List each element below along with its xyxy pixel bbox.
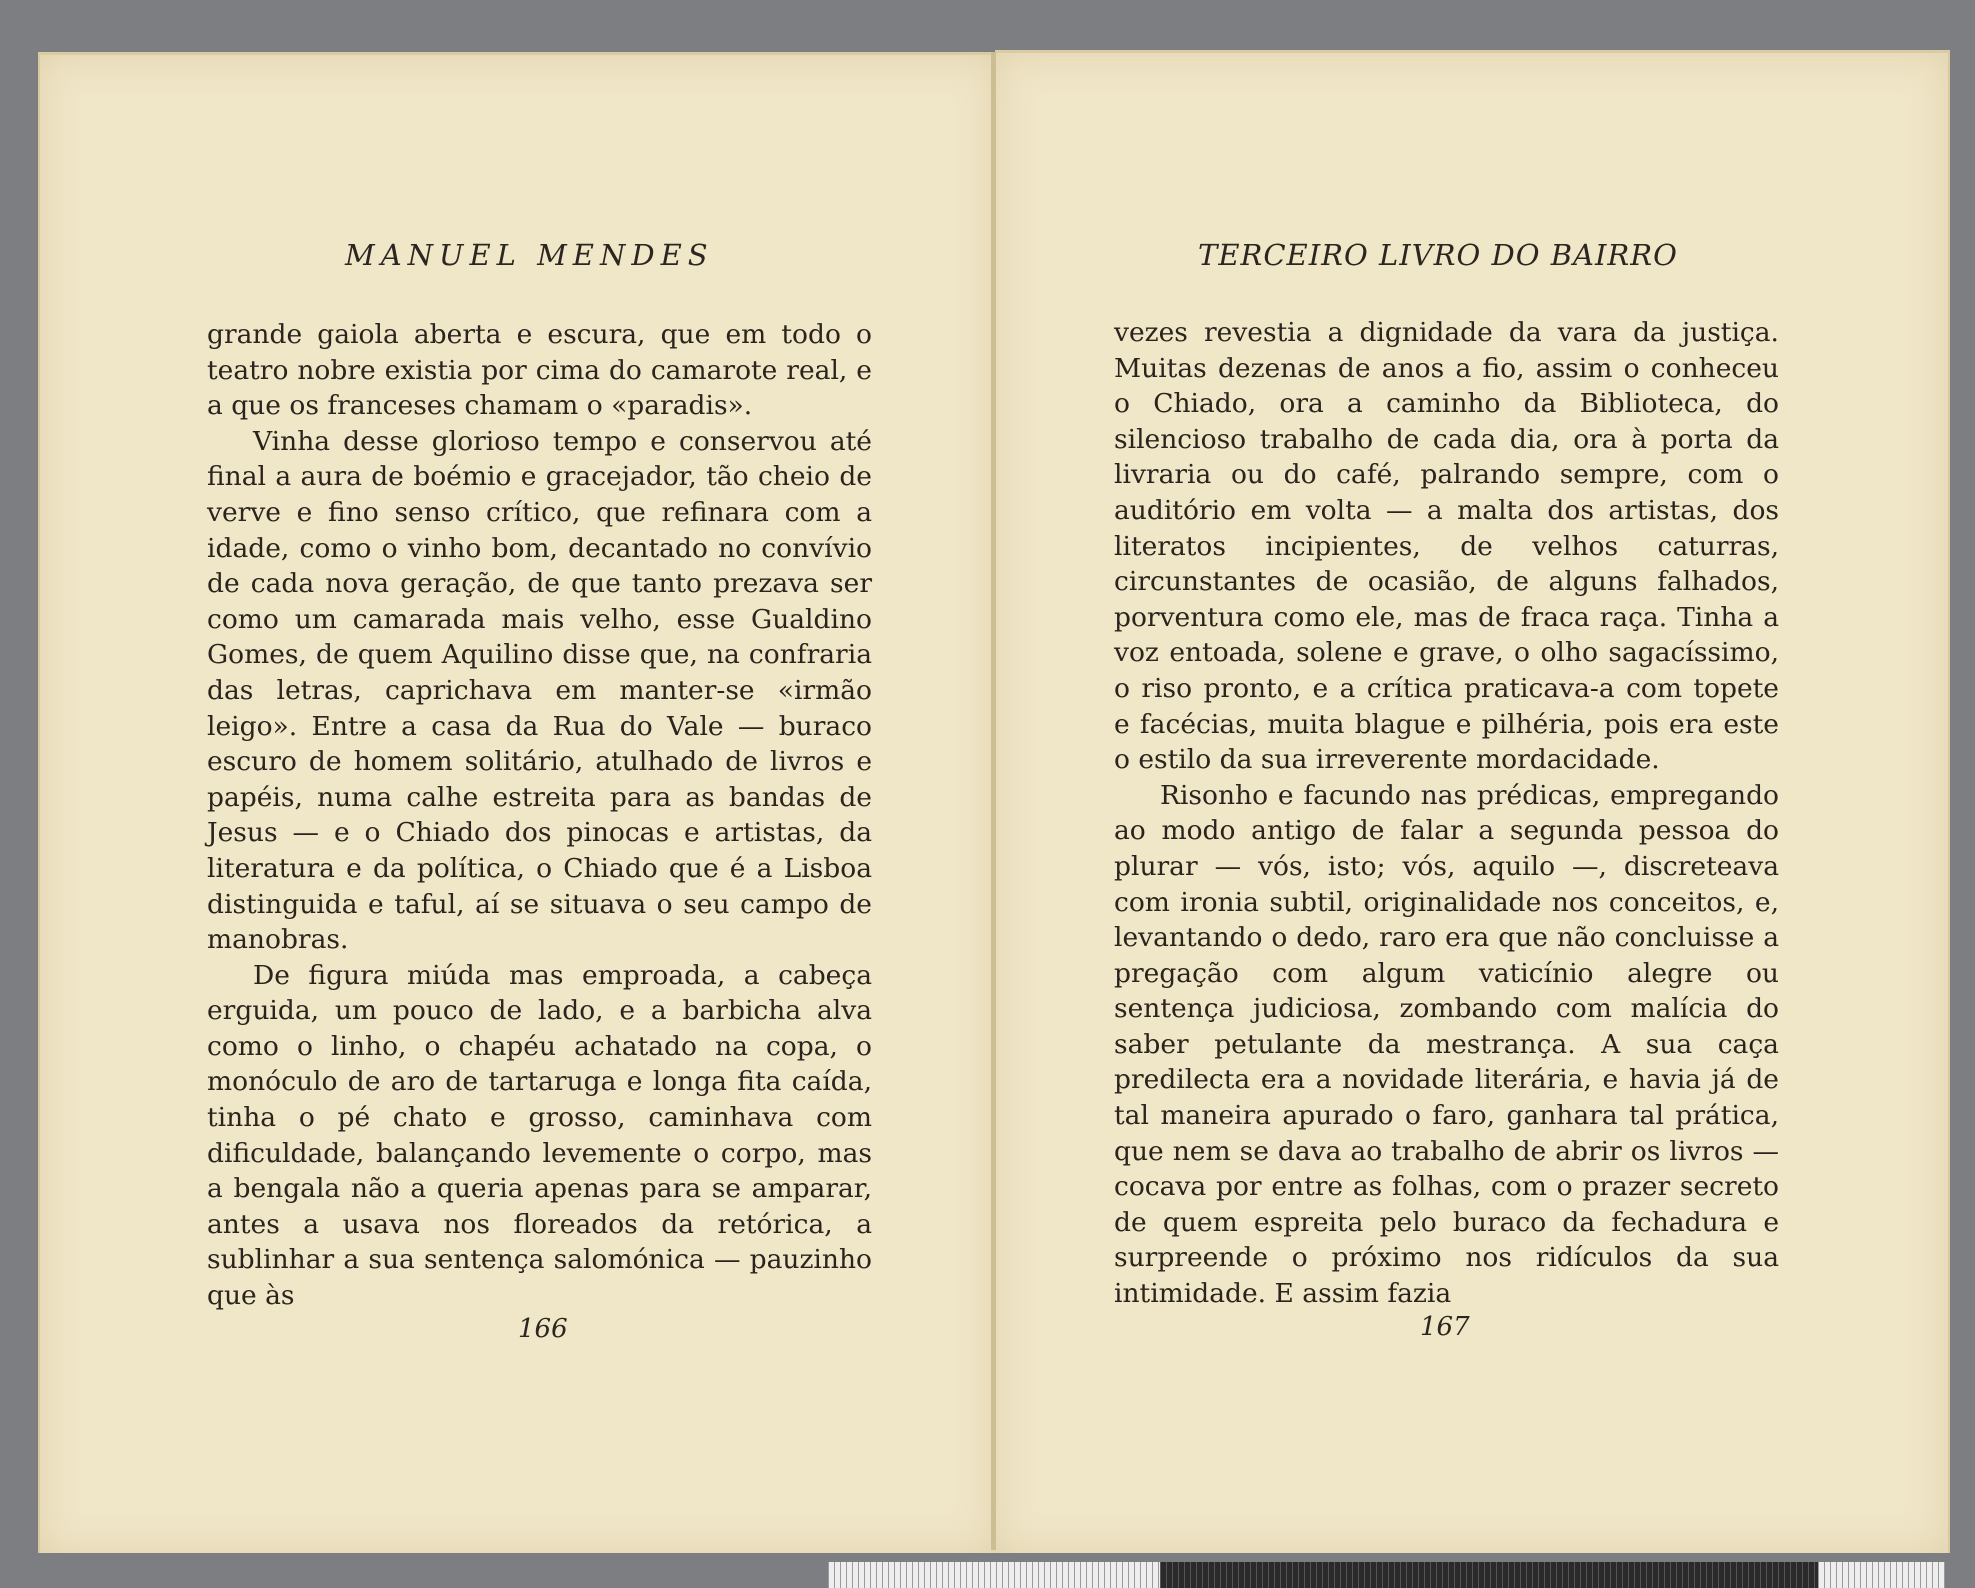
right-page-number: 167 <box>1420 1312 1470 1342</box>
ruler-dark-segment <box>1160 1562 1818 1588</box>
right-running-head: TERCEIRO LIVRO DO BAIRRO <box>1198 238 1678 272</box>
ruler-light-segment <box>828 1562 1160 1588</box>
left-paragraph-3: De figura miúda mas emproada, a cabeça erguida, um pouco de lado, e a barbicha alva como o linho, o chapéu achatado na copa, o monóculo de aro de tartaruga e longa fita caída, tinha o pé chato e grosso, caminhava com dificuldade, balançando levemente o corpo, mas a bengala não a queria apenas para se amparar, antes a usava nos floreados da retórica, a sublinhar a sua sentença salomónica — pauzinho que às <box>207 959 872 1312</box>
scale-ruler <box>828 1562 1945 1588</box>
left-paragraph-2: Vinha desse glorioso tempo e conservou até final a aura de boémio e gracejador, tão cheio de verve e fino senso crítico, que refinara com a idade, como o vinho bom, decantado no convívio de cada nova geração, de que tanto prezava ser como um camarada mais velho, esse Gualdino Gomes, de quem Aquilino disse que, na confraria das letras, caprichava em manter-se «irmão leigo». Entre a casa da Rua do Vale — buraco escuro de homem solitário, atulhado de livros e papéis, numa calhe estreita para as bandas de Jesus — e o Chiado dos pinocas e artistas, da literatura e da política, o Chiado que é a Lisboa distinguida e taful, aí se situava o seu campo de manobras. <box>207 425 872 956</box>
left-running-head: MANUEL MENDES <box>345 238 714 272</box>
ruler-light-segment-end <box>1818 1562 1945 1588</box>
left-page-number: 166 <box>518 1314 568 1344</box>
right-paragraph-2: Risonho e facundo nas prédicas, empregando ao modo antigo de falar a segunda pessoa do plurar — vós, isto; vós, aquilo —, discreteava com ironia subtil, originalidade nos conceitos, e, levantando o dedo, raro era que não concluisse a pregação com algum vaticínio alegre ou sentença judiciosa, zombando com malícia do saber petulante da mestrança. A sua caça predilecta era a novidade literária, e havia já de tal maneira apurado o faro, ganhara tal prática, que nem se dava ao trabalho de abrir os livros — cocava por entre as folhas, com o prazer secreto de quem espreita pelo buraco da fechadura e surpreende o próximo nos ridículos da sua intimidade. E assim fazia <box>1114 779 1779 1310</box>
left-paragraph-1: grande gaiola aberta e escura, que em todo o teatro nobre existia por cima do camarote real, e a que os franceses chamam o «paradis». <box>207 319 872 422</box>
left-page-text <box>207 317 872 1314</box>
right-paragraph-1: vezes revestia a dignidade da vara da justiça. Muitas dezenas de anos a fio, assim o conheceu o Chiado, ora a caminho da Biblioteca, do silencioso trabalho de cada dia, ora à porta da livraria ou do café, palrando sempre, com o auditório em volta — a malta dos artistas, dos literatos incipientes, de velhos caturras, circunstantes de ocasião, de alguns falhados, porventura como ele, mas de fraca raça. Tinha a voz entoada, solene e grave, o olho sagacíssimo, o riso pronto, e a crítica praticava-a com topete e facécias, muita blague e pilhéria, pois era este o estilo da sua irreverente mordacidade. <box>1114 317 1779 776</box>
book-gutter <box>991 52 996 1550</box>
right-page-text <box>1114 315 1779 1312</box>
